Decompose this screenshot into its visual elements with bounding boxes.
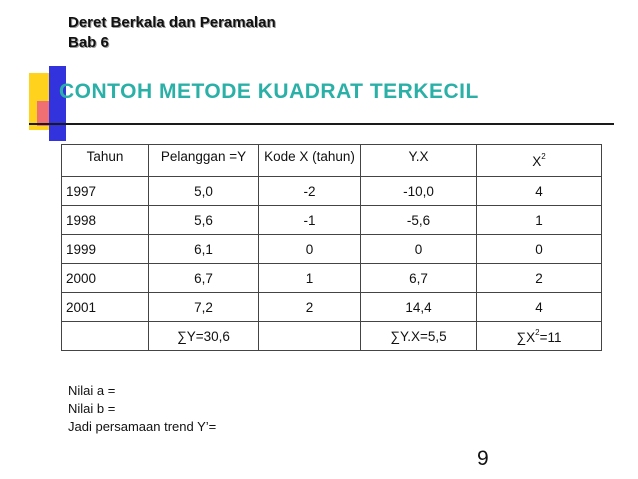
col-header-pelanggan: Pelanggan =Y	[149, 145, 259, 177]
table-cell: 6,7	[149, 264, 259, 293]
table-cell: 7,2	[149, 293, 259, 322]
slide-title: CONTOH METODE KUADRAT TERKECIL	[59, 80, 479, 103]
table-cell: -10,0	[361, 177, 477, 206]
table-cell: 4	[477, 177, 602, 206]
table-cell: 1997	[62, 177, 149, 206]
table-row	[62, 264, 602, 293]
table-cell: 5,0	[149, 177, 259, 206]
totals-empty-cell	[259, 322, 361, 351]
table-row	[62, 293, 602, 322]
table-cell: 1	[259, 264, 361, 293]
table-cell: 2	[259, 293, 361, 322]
col-header-kode-x: Kode X (tahun)	[259, 145, 361, 177]
table-row	[62, 235, 602, 264]
table-cell: 0	[477, 235, 602, 264]
table-cell: 0	[259, 235, 361, 264]
note-nilai-a: Nilai a =	[68, 383, 116, 398]
data-table	[61, 144, 602, 351]
col-header-tahun: Tahun	[62, 145, 149, 177]
table-cell: -5,6	[361, 206, 477, 235]
table-row	[62, 206, 602, 235]
header-chapter: Bab 6	[68, 34, 109, 51]
table-cell: 6,7	[361, 264, 477, 293]
header-course: Deret Berkala dan Peramalan	[68, 14, 276, 31]
totals-row	[62, 322, 602, 351]
table-cell: 1	[477, 206, 602, 235]
title-underline	[29, 123, 614, 125]
table-cell: -2	[259, 177, 361, 206]
table-cell: 4	[477, 293, 602, 322]
col-header-x-squared: $X^2$	[477, 145, 602, 177]
note-trend-equation: Jadi persamaan trend Y’=	[68, 419, 217, 434]
table-cell: 1999	[62, 235, 149, 264]
total-sum-yx: ∑Y.X=5,5	[361, 322, 477, 351]
table-row	[62, 177, 602, 206]
table-cell: 1998	[62, 206, 149, 235]
table-cell: 0	[361, 235, 477, 264]
total-sum-x2: $\sum X^2=11$	[477, 322, 602, 351]
col-header-yx: Y.X	[361, 145, 477, 177]
table-cell: 6,1	[149, 235, 259, 264]
table-cell: 2	[477, 264, 602, 293]
table-cell: -1	[259, 206, 361, 235]
note-nilai-b: Nilai b =	[68, 401, 116, 416]
totals-empty-cell	[62, 322, 149, 351]
table-cell: 14,4	[361, 293, 477, 322]
table-cell: 2000	[62, 264, 149, 293]
table-cell: 2001	[62, 293, 149, 322]
table-header-row	[62, 145, 602, 177]
page-number: 9	[477, 447, 489, 470]
table-cell: 5,6	[149, 206, 259, 235]
total-sum-y: ∑Y=30,6	[149, 322, 259, 351]
notes-block	[68, 382, 216, 436]
